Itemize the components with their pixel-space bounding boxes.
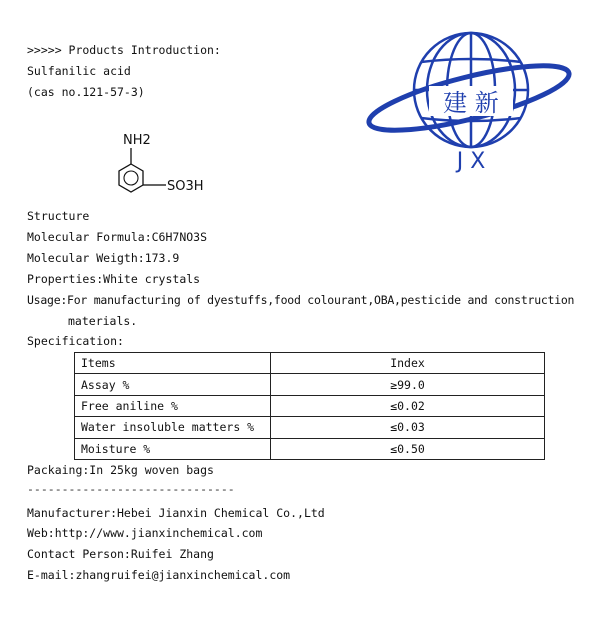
table-row xyxy=(75,374,545,395)
specification-label: Specification: xyxy=(27,334,124,348)
logo-chinese-text: 建 新 xyxy=(443,89,499,117)
email[interactable]: E-mail:zhangruifei@jianxinchemical.com xyxy=(27,568,291,582)
row-index: ≤0.02 xyxy=(271,395,545,416)
website[interactable]: Web:http://www.jianxinchemical.com xyxy=(27,526,263,540)
table-row xyxy=(75,395,545,416)
manufacturer: Manufacturer:Hebei Jianxin Chemical Co.,Ltd xyxy=(27,506,325,520)
intro-heading: >>>>> Products Introduction: xyxy=(27,43,221,57)
properties: Properties:White crystals xyxy=(27,272,201,286)
specification-table xyxy=(74,352,545,460)
jianxin-logo xyxy=(365,28,583,174)
sulfonic-label: SO3H xyxy=(167,179,204,194)
molecular-weight: Molecular Weigth:173.9 xyxy=(27,251,180,265)
header-items: Items xyxy=(75,353,271,374)
product-name: Sulfanilic acid xyxy=(27,64,131,78)
row-item: Assay % xyxy=(75,374,271,395)
contact-person: Contact Person:Ruifei Zhang xyxy=(27,547,214,561)
packaging: Packaing:In 25kg woven bags xyxy=(27,463,214,477)
usage-line-2: materials. xyxy=(68,314,138,328)
header-index: Index xyxy=(271,353,545,374)
molecular-formula: Molecular Formula:C6H7NO3S xyxy=(27,230,208,244)
row-index: ≤0.03 xyxy=(271,417,545,438)
structure-label: Structure xyxy=(27,209,90,223)
amine-label: NH2 xyxy=(123,133,151,148)
row-index: ≤0.50 xyxy=(271,438,545,459)
cas-number: (cas no.121-57-3) xyxy=(27,85,145,99)
logo-letters: J X xyxy=(456,149,486,174)
separator-line: ------------------------------ xyxy=(27,482,235,496)
usage-line-1: Usage:For manufacturing of dyestuffs,food colourant,OBA,pesticide and construction xyxy=(27,293,575,307)
table-row xyxy=(75,438,545,459)
table-row xyxy=(75,417,545,438)
table-header-row xyxy=(75,353,545,374)
row-item: Free aniline % xyxy=(75,395,271,416)
row-item: Moisture % xyxy=(75,438,271,459)
molecule-structure xyxy=(108,128,226,202)
row-index: ≥99.0 xyxy=(271,374,545,395)
row-item: Water insoluble matters % xyxy=(75,417,271,438)
